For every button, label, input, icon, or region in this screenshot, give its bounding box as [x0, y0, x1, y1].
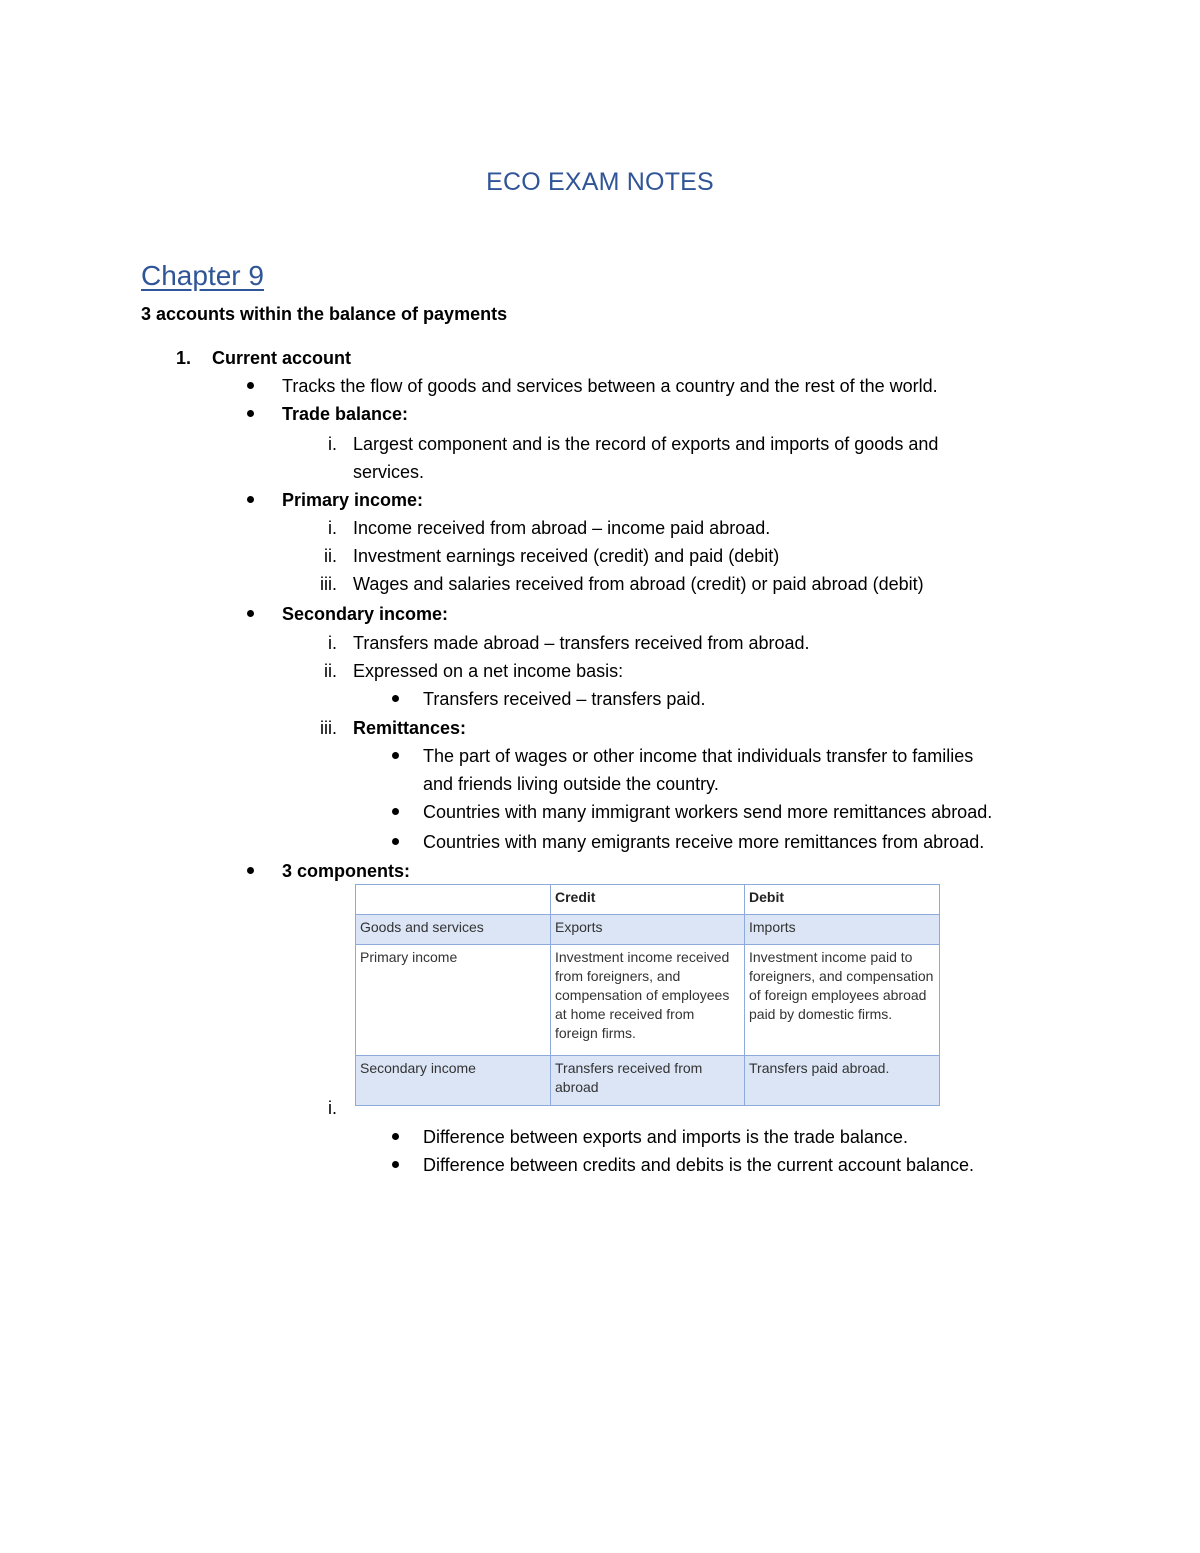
primary-income-item: Wages and salaries received from abroad (credit) or paid abroad (debit) [353, 574, 924, 594]
remittances-subitem-line1: The part of wages or other income that individuals transfer to families [423, 746, 974, 766]
trade-balance-label: Trade balance: [282, 404, 409, 424]
bullet-icon [247, 867, 254, 874]
roman-marker: i. [328, 633, 337, 653]
remittances-subitem-line2: and friends living outside the country. [423, 774, 719, 794]
table-cell: Investment income paid to foreigners, and compensation of foreign employees abroad paid by domestic firms. [745, 945, 940, 1056]
bullet-icon [392, 808, 399, 815]
primary-income-label: Primary income: [282, 490, 424, 510]
roman-marker: iii. [320, 718, 337, 738]
table-row [356, 945, 940, 1056]
table-cell: Transfers paid abroad. [745, 1056, 940, 1106]
bullet-icon [392, 752, 399, 759]
bullet-icon [247, 496, 254, 503]
table-header-row [356, 885, 940, 915]
roman-marker: i. [328, 434, 337, 454]
intro-text: 3 accounts within the balance of payments [141, 304, 508, 324]
roman-marker: ii. [324, 546, 337, 566]
table-header-cell: Credit [551, 885, 745, 915]
trade-balance-item-line1: Largest component and is the record of exports and imports of goods and [353, 434, 939, 454]
bullet-icon [247, 610, 254, 617]
bullet-icon [247, 382, 254, 389]
table-row [356, 915, 940, 945]
components-label: 3 components: [282, 861, 411, 881]
roman-marker: i. [328, 1098, 337, 1118]
roman-marker: iii. [320, 574, 337, 594]
table-cell: Investment income received from foreigners, and compensation of employees at home received from foreign firms. [551, 945, 745, 1056]
secondary-income-item: Transfers made abroad – transfers received from abroad. [353, 633, 810, 653]
table-cell: Imports [745, 915, 940, 945]
secondary-income-subitem: Transfers received – transfers paid. [423, 689, 706, 709]
list-number: 1. [176, 348, 192, 368]
document-title: ECO EXAM NOTES [486, 168, 714, 196]
table-header-cell [356, 885, 551, 915]
table-cell: Secondary income [356, 1056, 551, 1106]
roman-marker: ii. [324, 661, 337, 681]
table-cell: Exports [551, 915, 745, 945]
primary-income-item: Income received from abroad – income paid abroad. [353, 518, 771, 538]
remittances-subitem: Countries with many emigrants receive more remittances from abroad. [423, 832, 985, 852]
table-row [356, 1056, 940, 1106]
components-note: Difference between credits and debits is the current account balance. [423, 1155, 974, 1175]
table-header-cell: Debit [745, 885, 940, 915]
components-table [355, 884, 940, 1106]
remittances-label: Remittances: [353, 718, 467, 738]
current-account-heading: Current account [212, 348, 352, 368]
tracks-text: Tracks the flow of goods and services between a country and the rest of the world. [282, 376, 938, 396]
table-cell: Goods and services [356, 915, 551, 945]
bullet-icon [247, 410, 254, 417]
secondary-income-label: Secondary income: [282, 604, 449, 624]
bullet-icon [392, 695, 399, 702]
trade-balance-item-line2: services. [353, 462, 425, 482]
chapter-heading: Chapter 9 [141, 260, 264, 291]
components-note: Difference between exports and imports is the trade balance. [423, 1127, 908, 1147]
primary-income-item: Investment earnings received (credit) and paid (debit) [353, 546, 780, 566]
table-cell: Primary income [356, 945, 551, 1056]
table-cell: Transfers received from abroad [551, 1056, 745, 1106]
secondary-income-item: Expressed on a net income basis: [353, 661, 624, 681]
roman-marker: i. [328, 518, 337, 538]
remittances-subitem: Countries with many immigrant workers send more remittances abroad. [423, 802, 993, 822]
bullet-icon [392, 1161, 399, 1168]
bullet-icon [392, 838, 399, 845]
bullet-icon [392, 1133, 399, 1140]
